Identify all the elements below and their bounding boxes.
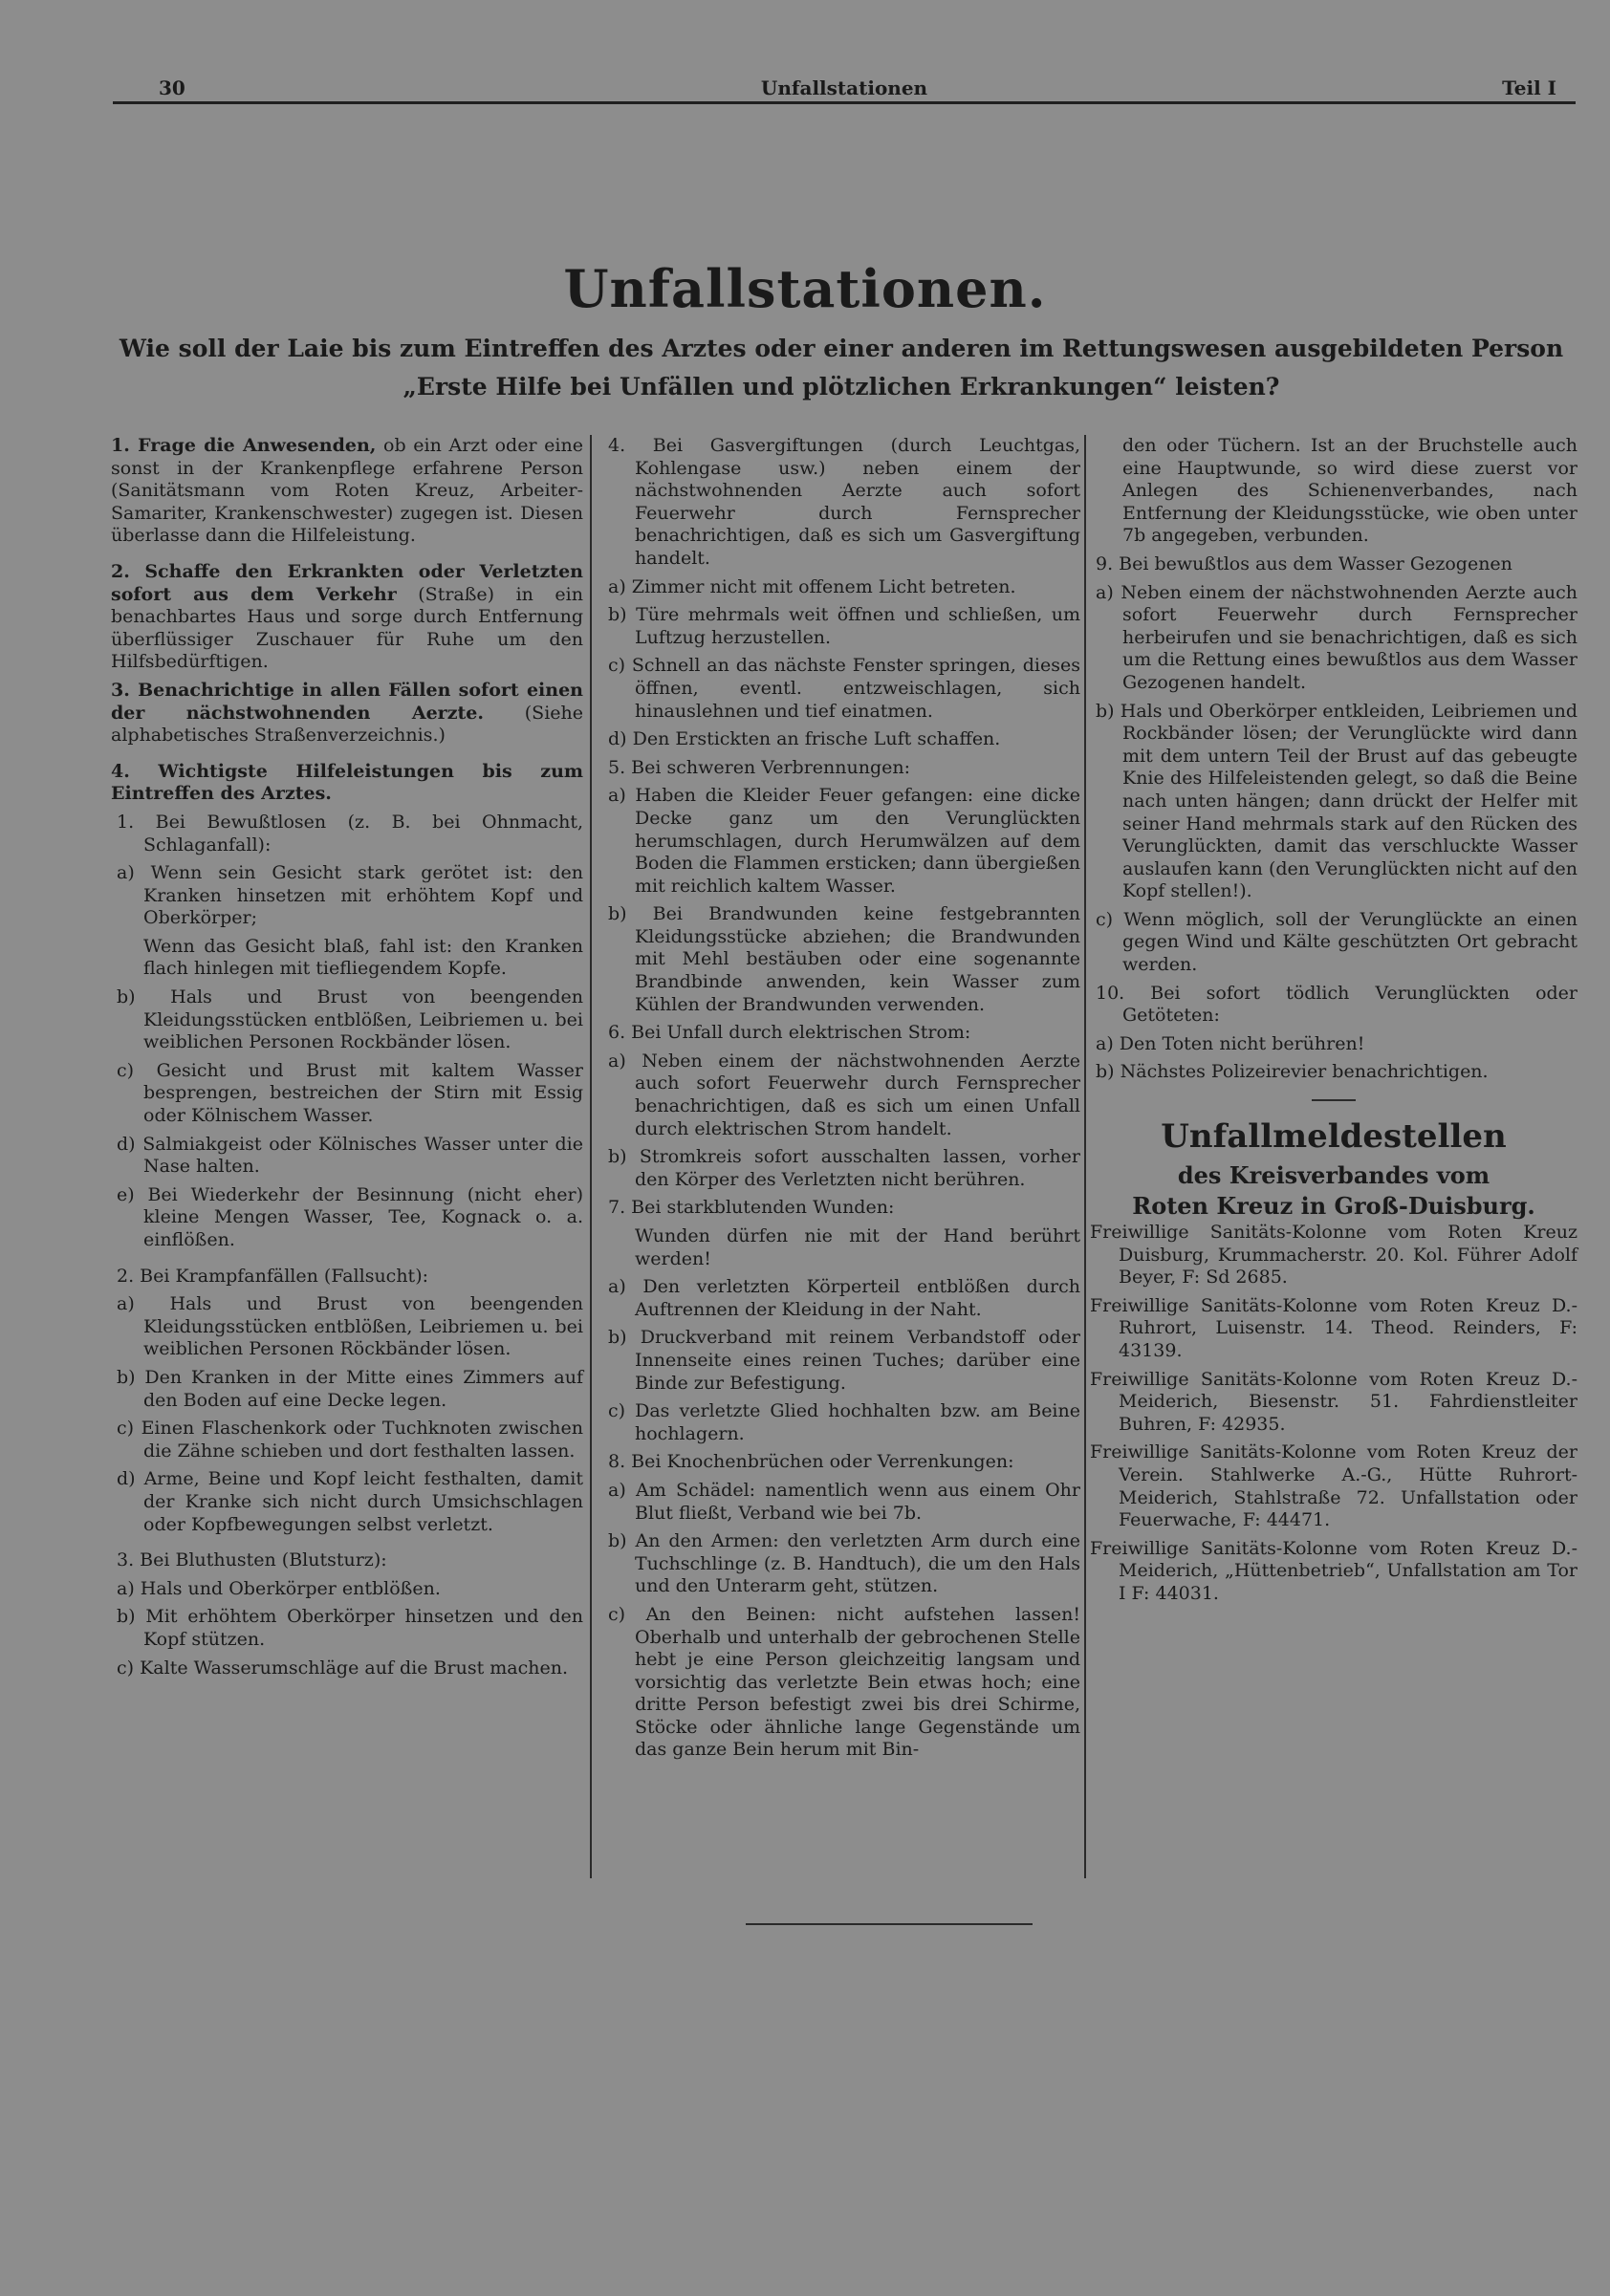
list-item: b) Bei Brandwunden keine festgebrannten Kleidungsstücke abziehen; die Brandwunden mit Mehl bestäuben oder eine sogenannte Brandbinde anwenden, kein Wasser zum Kühlen der Brandwunden verwenden.	[608, 903, 1080, 1015]
list-item: b) Türe mehrmals weit öffnen und schließen, um Luftzug herzustellen.	[608, 604, 1080, 648]
list-item: e) Bei Wiederkehr der Besinnung (nicht eher) kleine Mengen Wasser, Tee, Kognack o. a. einflößen.	[117, 1183, 583, 1250]
list-item: a) Wenn sein Gesicht stark gerötet ist: den Kranken hinsetzen mit erhöhtem Kopf und Oberkörper;	[117, 862, 583, 929]
list-item: c) Das verletzte Glied hochhalten bzw. am Beine hochlagern.	[608, 1400, 1080, 1444]
list-heading: 8. Bei Knochenbrüchen oder Verrenkungen:	[608, 1451, 1014, 1473]
list-item: b) Nächstes Polizeirevier benachrichtigen.	[1096, 1061, 1489, 1083]
page-title: Unfallstationen.	[563, 258, 1047, 319]
paragraph: 3. Benachrichtige in allen Fällen sofort einen der nächstwohnenden Aerzte. (Siehe alphabetisches Straßenverzeichnis.)	[111, 679, 583, 747]
list-heading: 9. Bei bewußtlos aus dem Wasser Gezogenen	[1096, 552, 1512, 574]
station-entry: Freiwillige Sanitäts-Kolonne vom Roten Kreuz Duisburg, Krummacherstr. 20. Kol. Führer Adolf Beyer, F: Sd 2685.	[1090, 1222, 1577, 1289]
section-subtitle: des Kreisverbandes vom	[1177, 1161, 1490, 1190]
list-heading: 4. Bei Gasvergiftungen (durch Leuchtgas, Kohlengase usw.) neben einem der nächstwohnenden Aerzte auch sofort Feuerwehr durch Fernsprecher benachrichtigen, daß es sich um Gasvergiftung handelt.	[608, 435, 1080, 569]
bottom-rule	[746, 1923, 1033, 1925]
part-label: Teil I	[1502, 76, 1556, 99]
list-item: b) Hals und Brust von beengenden Kleidungsstücken entblößen, Leibriemen u. bei weiblichen Personen Rockbänder lösen.	[117, 986, 583, 1053]
station-entry: Freiwillige Sanitäts-Kolonne vom Roten Kreuz D.-Meiderich, Biesenstr. 51. Fahrdienstleiter Buhren, F: 42935.	[1090, 1368, 1577, 1435]
list-item: a) Haben die Kleider Feuer gefangen: eine dicke Decke ganz um den Verunglückten herumschlagen, durch Herumwälzen auf dem Boden die Flammen ersticken; dann übergießen mit reichlich kaltem Wasser.	[608, 785, 1080, 897]
list-item: a) Den Toten nicht berühren!	[1096, 1032, 1365, 1054]
list-item: b) Den Kranken in der Mitte eines Zimmers auf den Boden auf eine Decke legen.	[117, 1366, 583, 1411]
list-item: b) Druckverband mit reinem Verbandstoff oder Innenseite eines reinen Tuches; darüber eine Binde zur Befestigung.	[608, 1327, 1080, 1394]
list-item: c) Einen Flaschenkork oder Tuchknoten zwischen die Zähne schieben und dort festhalten lassen.	[117, 1418, 583, 1462]
list-heading: 5. Bei schweren Verbrennungen:	[608, 756, 911, 778]
station-entry: Freiwillige Sanitäts-Kolonne vom Roten Kreuz D.-Meiderich, „Hüttenbetrieb“, Unfallstation am Tor I F: 44031.	[1090, 1537, 1577, 1604]
list-item: b) Hals und Oberkörper entkleiden, Leibriemen und Rockbänder lösen; der Verunglückte wird dann mit dem untern Teil der Brust auf das gebeugte Knie des Hilfeleistenden gelegt, so daß die Beine nach unten hängen; dann drückt der Helfer mit seiner Hand mehrmals stark auf den Rücken des Verunglückten, damit das verschluckte Wasser auslaufen kann (den Verunglückten nicht auf den Kopf stellen!).	[1096, 700, 1577, 902]
list-item: c) Kalte Wasserumschläge auf die Brust machen.	[117, 1657, 568, 1679]
paragraph: den oder Tüchern. Ist an der Bruchstelle auch eine Hauptwunde, so wird diese zuerst vor Anlegen des Schienenverbandes, nach Entfernung der Kleidungsstücke, wie oben unter 7b angegeben, verbunden.	[1122, 435, 1577, 547]
section-title: Unfallmeldestellen	[1161, 1117, 1507, 1157]
list-item: b) Mit erhöhtem Oberkörper hinsetzen und den Kopf stützen.	[117, 1606, 583, 1650]
list-item: a) Zimmer nicht mit offenem Licht betreten.	[608, 575, 1016, 597]
column-divider	[590, 435, 592, 1878]
paragraph: 1. Frage die Anwesenden, ob ein Arzt oder eine sonst in der Krankenpflege erfahrene Person (Sanitätsmann vom Roten Kreuz, Arbeiter-Samariter, Krankenschwester) zugegen ist. Diesen überlasse dann die Hilfeleistung.	[111, 435, 583, 547]
list-item: d) Den Erstickten an frische Luft schaffen.	[608, 728, 1001, 750]
list-item: c) Wenn möglich, soll der Verunglückte an einen gegen Wind und Kälte geschützten Ort gebracht werden.	[1096, 908, 1577, 976]
list-heading: 3. Bei Bluthusten (Blutsturz):	[117, 1549, 387, 1571]
list-heading: 10. Bei sofort tödlich Verunglückten oder Getöteten:	[1096, 982, 1577, 1027]
list-heading: 1. Bei Bewußtlosen (z. B. bei Ohnmacht, Schlaganfall):	[117, 811, 583, 856]
column-divider	[1084, 435, 1086, 1878]
column-3	[1090, 435, 1577, 1612]
list-item: b) Stromkreis sofort ausschalten lassen, vorher den Körper des Verletzten nicht berühren.	[608, 1146, 1080, 1190]
list-item: d) Salmiakgeist oder Kölnisches Wasser unter die Nase halten.	[117, 1133, 583, 1178]
list-heading: 2. Bei Krampfanfällen (Fallsucht):	[117, 1265, 429, 1287]
page-number: 30	[159, 76, 185, 99]
list-item: a) Den verletzten Körperteil entblößen durch Auftrennen der Kleidung in der Naht.	[608, 1276, 1080, 1320]
list-item: c) Gesicht und Brust mit kaltem Wasser besprengen, bestreichen der Stirn mit Essig oder Kölnischem Wasser.	[117, 1059, 583, 1127]
list-item: a) Hals und Oberkörper entblößen.	[117, 1577, 441, 1599]
list-item: a) Am Schädel: namentlich wenn aus einem Ohr Blut fließt, Verband wie bei 7b.	[608, 1479, 1080, 1524]
running-title: Unfallstationen	[760, 76, 928, 99]
column-2	[602, 435, 1080, 1767]
header-rule	[113, 101, 1576, 104]
list-item: b) An den Armen: den verletzten Arm durch eine Tuchschlinge (z. B. Handtuch), die um den Hals und den Unterarm geht, stützen.	[608, 1530, 1080, 1597]
list-item: Wenn das Gesicht blaß, fahl ist: den Kranken flach hinlegen mit tiefliegendem Kopfe.	[143, 935, 583, 980]
list-item: c) An den Beinen: nicht aufstehen lassen! Oberhalb und unterhalb der gebrochenen Stelle hebt je eine Person gleichzeitig langsam und vorsichtig das verletzte Bein etwas hoch; eine dritte Person befestigt zwei bis drei Schirme, Stöcke oder ähnliche lange Gegenstände um das ganze Bein herum mit Bin-	[608, 1603, 1080, 1761]
section-heading: 4. Wichtigste Hilfeleistungen bis zum Eintreffen des Arztes.	[111, 760, 583, 805]
page-subtitle: Wie soll der Laie bis zum Eintreffen des Arztes oder einer anderen im Rettungswesen ausgebildeten Person „Erste Hilfe bei Unfällen und plötzlichen Erkrankungen“ leisten?	[119, 335, 1564, 401]
list-item: a) Hals und Brust von beengenden Kleidungsstücken entblößen, Leibriemen u. bei weiblichen Personen Röckbänder lösen.	[117, 1293, 583, 1360]
list-item: a) Neben einem der nächstwohnenden Aerzte auch sofort Feuerwehr durch Fernsprecher benachrichtigen, daß es sich um einen Unfall durch elektrischen Strom handelt.	[608, 1050, 1080, 1139]
section-subtitle: Roten Kreuz in Groß-Duisburg.	[1132, 1192, 1535, 1221]
paragraph: 2. Schaffe den Erkrankten oder Verletzten sofort aus dem Verkehr (Straße) in ein benachbartes Haus und sorge durch Entfernung überflüssiger Zuschauer für Ruhe um den Hilfsbedürftigen.	[111, 560, 583, 673]
divider	[1312, 1099, 1356, 1101]
list-heading: 7. Bei starkblutenden Wunden:	[608, 1197, 895, 1219]
note: Wunden dürfen nie mit der Hand berührt werden!	[635, 1225, 1080, 1269]
list-item: a) Neben einem der nächstwohnenden Aerzte auch sofort Feuerwehr durch Fernsprecher herbeirufen und sie benachrichtigen, daß es sich um die Rettung eines bewußtlos aus dem Wasser Gezogenen handelt.	[1096, 581, 1577, 693]
column-1	[111, 435, 583, 1685]
station-entry: Freiwillige Sanitäts-Kolonne vom Roten Kreuz der Verein. Stahlwerke A.-G., Hütte Ruhrort-Meiderich, Stahlstraße 72. Unfallstation oder Feuerwache, F: 44471.	[1090, 1441, 1577, 1531]
list-item: c) Schnell an das nächste Fenster springen, dieses öffnen, eventl. entzweischlagen, sich hinauslehnen und tief einatmen.	[608, 655, 1080, 722]
list-item: d) Arme, Beine und Kopf leicht festhalten, damit der Kranke sich nicht durch Umsichschlagen oder Kopfbewegungen selbst verletzt.	[117, 1468, 583, 1535]
list-heading: 6. Bei Unfall durch elektrischen Strom:	[608, 1022, 971, 1044]
station-entry: Freiwillige Sanitäts-Kolonne vom Roten Kreuz D.-Ruhrort, Luisenstr. 14. Theod. Reinders, F: 43139.	[1090, 1294, 1577, 1361]
